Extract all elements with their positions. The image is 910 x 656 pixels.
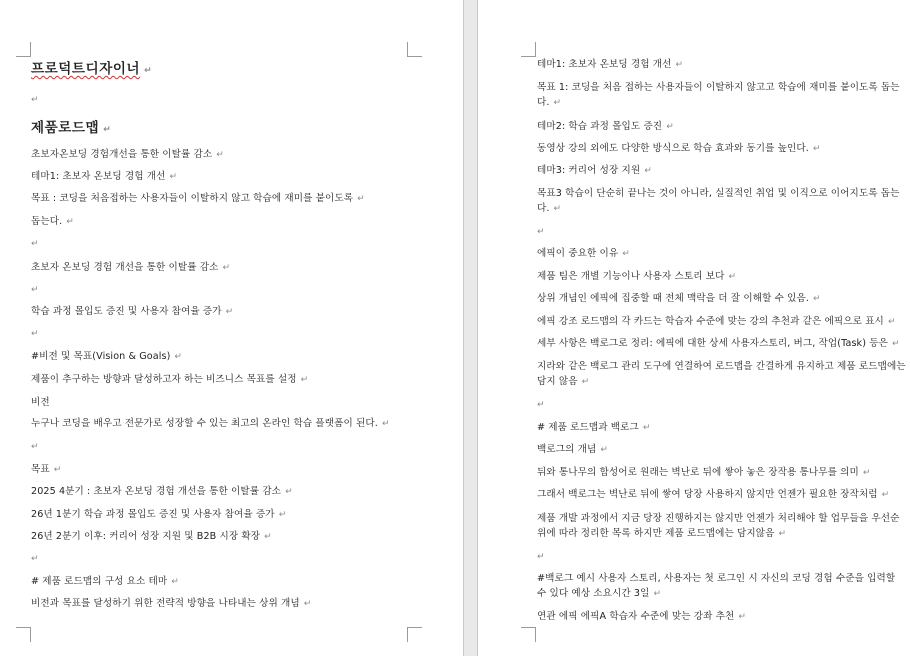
paragraph: 테마1: 초보자 온보딩 경험 개선 ↵ [31,171,177,183]
paragraph: 위에 따라 정리한 목록 하지만 제품 로드맵에는 담지않음 ↵ [537,528,786,540]
paragraph: 26년 2분기 이후: 커리어 성장 지원 및 B2B 시장 확장 ↵ [31,531,272,543]
paragraph: 에픽 강조 로드맵의 각 카드는 학습자 수준에 맞는 강의 추천과 같은 에픽으로 표시 ↵ [537,316,896,328]
paragraph: 초보자 온보딩 경험 개선을 통한 이탈률 감소 ↵ [31,262,230,274]
paragraph: 목표 1: 코딩을 처음 접하는 사용자들이 이탈하지 않고고 학습에 재미를 붙이도록 돕는 [537,82,900,93]
crop-mark-top-left [521,42,536,57]
paragraph: 테마2: 학습 과정 몰입도 증진 ↵ [537,121,674,133]
paragraph: 테마1: 초보자 온보딩 경험 개선 ↵ [537,59,683,71]
paragraph: 수 있다 예상 소요시간 3일 ↵ [537,588,661,600]
paragraph: 제품이 추구하는 방향과 달성하고자 하는 비즈니스 목표를 설정 ↵ [31,374,308,386]
paragraph: 다. ↵ [537,97,561,109]
paragraph: 그래서 백로그는 벽난로 뒤에 쌓여 당장 사용하지 않지만 언젠가 필요한 장작처럼 ↵ [537,489,889,501]
paragraph: 돕는다. ↵ [31,216,74,228]
paragraph: # 제품 로드맵의 구성 요소 테마 ↵ [31,576,179,588]
page-gutter [463,0,478,656]
paragraph: 초보자온보딩 경험개선을 통한 이탈률 감소 ↵ [31,149,224,161]
paragraph: 학습 과정 몰입도 증진 및 사용자 참여율 증가 ↵ [31,306,233,318]
document-title: 프로덕트디자이너 ↵ [31,61,152,79]
paragraph: #비전 및 목표(Vision & Goals) ↵ [31,351,182,363]
paragraph: # 제품 로드맵과 백로그 ↵ [537,422,651,434]
crop-mark-bottom-left [521,627,536,642]
empty-paragraph [31,553,39,565]
paragraph: 지라와 같은 백로그 관리 도구에 연결하여 로드맵을 간결하게 유지하고 제품 로드맵에는 [537,361,906,372]
paragraph: 목표3 학습이 단순히 끝나는 것이 아니라, 실질적인 취업 및 이직으로 이어지도록 돕는 [537,188,900,199]
paragraph: 비전 [31,397,50,408]
paragraph: 제품 팀은 개별 기능이나 사용자 스토리 보다 ↵ [537,271,736,283]
paragraph: #백로그 예시 사용자 스토리, 사용자는 첫 로그인 시 자신의 코딩 경험 수준을 입력할 [537,573,896,584]
empty-paragraph [537,399,545,411]
paragraph: 세부 사항은 백로그로 정리: 에픽에 대한 상세 사용자스토리, 버그, 작업(Task) 등은 ↵ [537,338,900,350]
crop-mark-top-right [407,42,422,57]
paragraph: 뒤와 통나무의 합성어로 원래는 벽난로 뒤에 쌓아 놓은 장작용 통나무를 의미 ↵ [537,467,871,479]
paragraph: 목표 : 코딩을 처음접하는 사용자들이 이탈하지 않고 학습에 재미를 붙이도록 ↵ [31,193,365,205]
empty-paragraph [537,551,545,563]
crop-mark-bottom-left [16,627,31,642]
paragraph: 에픽이 중요한 이유 ↵ [537,248,630,260]
paragraph: 26년 1분기 학습 과정 몰입도 증진 및 사용자 참여율 증가 ↵ [31,509,286,521]
paragraph: 백로그의 개념 ↵ [537,444,608,456]
section-heading: 제품로드맵 ↵ [31,120,111,138]
empty-paragraph [31,94,39,106]
paragraph: 연관 에픽 에픽A 학습자 수준에 맞는 강좌 추천 ↵ [537,611,746,623]
paragraph: 제품 개발 과정에서 지금 당장 진행하지는 않지만 언젠가 처리해야 할 업무들을 우선순 [537,513,900,524]
crop-mark-top-left [16,42,31,57]
paragraph: 비전과 목표를 달성하기 위한 전략적 방향을 나타내는 상위 개념 ↵ [31,598,311,610]
paragraph: 담지 않음 ↵ [537,376,589,388]
crop-mark-bottom-right [407,627,422,642]
empty-paragraph [31,328,39,340]
empty-paragraph [31,238,39,250]
paragraph: 테마3: 커리어 성장 지원 ↵ [537,165,652,177]
paragraph: 다. ↵ [537,203,561,215]
empty-paragraph [31,284,39,296]
paragraph: 2025 4분기 : 초보자 온보딩 경험 개선을 통한 이탈률 감소 ↵ [31,486,293,498]
paragraph: 상위 개념인 에픽에 집중할 때 전체 맥락을 더 잘 이해할 수 있음. ↵ [537,293,821,305]
paragraph: 목표 ↵ [31,464,61,476]
empty-paragraph [31,441,39,453]
paragraph: 동영상 강의 외에도 다양한 방식으로 학습 효과와 동기를 높인다. ↵ [537,143,821,155]
paragraph: 누구나 코딩을 배우고 전문가로 성장할 수 있는 최고의 온라인 학습 플랫폼이 된다. ↵ [31,418,390,430]
empty-paragraph [537,226,545,238]
